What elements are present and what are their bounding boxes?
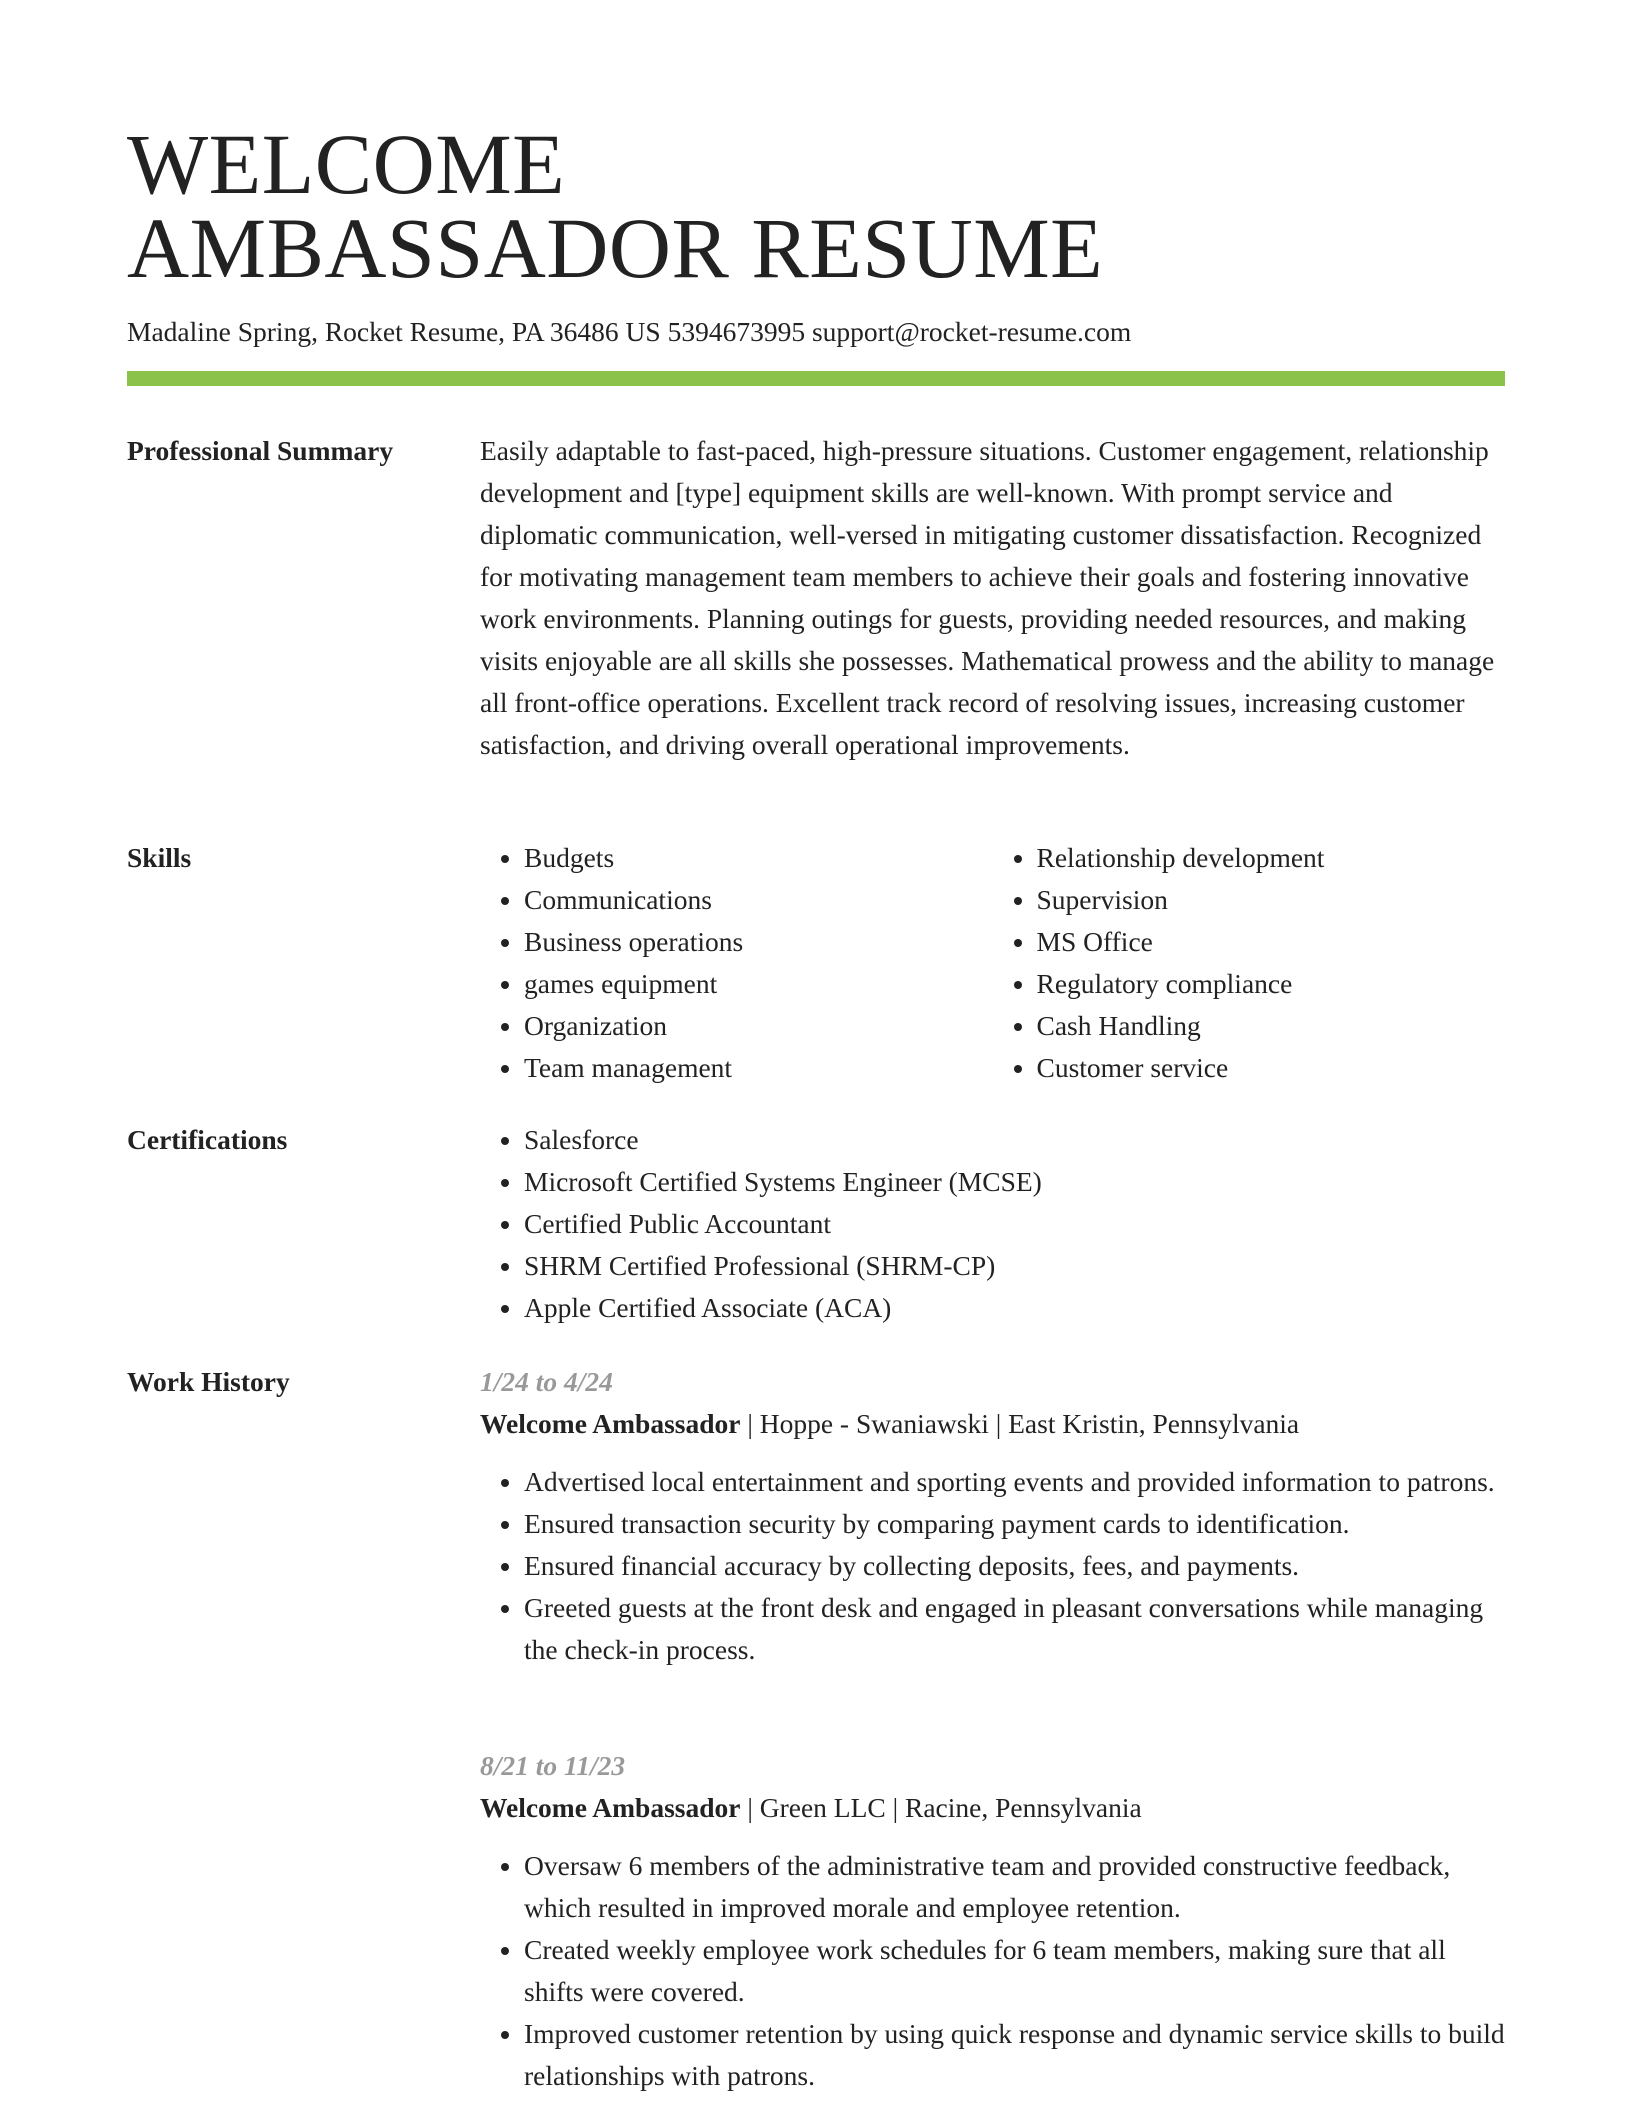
job-employer-location: | Hoppe - Swaniawski | East Kristin, Pennsylvania bbox=[740, 1408, 1300, 1439]
contact-line: Madaline Spring, Rocket Resume, PA 36486 US 5394673995 support@rocket-resume.com bbox=[127, 316, 1132, 347]
list-item: • Organization bbox=[524, 1005, 993, 1047]
list-item: • Customer service bbox=[1037, 1047, 1506, 1089]
list-item: • Improved customer retention by using quick response and dynamic service skills to build relationships with patrons. bbox=[524, 2013, 1505, 2097]
certifications-section bbox=[480, 1119, 1505, 1329]
accent-divider bbox=[127, 371, 1505, 386]
job-dates: 1/24 to 4/24 bbox=[480, 1366, 613, 1397]
list-item: • Certified Public Accountant bbox=[524, 1203, 1505, 1245]
list-item: • Communications bbox=[524, 879, 993, 921]
summary-heading: Professional Summary bbox=[127, 435, 394, 466]
list-item: • Budgets bbox=[524, 837, 993, 879]
job-entry bbox=[480, 1745, 1505, 2097]
list-item: • Team management bbox=[524, 1047, 993, 1089]
job-bullets bbox=[480, 1845, 1505, 2097]
list-item: • MS Office bbox=[1037, 921, 1506, 963]
job-title-line bbox=[480, 1403, 1505, 1445]
certifications-list bbox=[480, 1119, 1505, 1329]
list-item: • Supervision bbox=[1037, 879, 1506, 921]
resume-title bbox=[127, 116, 1104, 296]
certifications-heading: Certifications bbox=[127, 1124, 288, 1155]
list-item: • Ensured transaction security by comparing payment cards to identification. bbox=[524, 1503, 1505, 1545]
job-entry bbox=[480, 1361, 1505, 1671]
work-history-heading: Work History bbox=[127, 1366, 290, 1397]
list-item: • Advertised local entertainment and sporting events and provided information to patrons. bbox=[524, 1461, 1505, 1503]
list-item: • Microsoft Certified Systems Engineer (MCSE) bbox=[524, 1161, 1505, 1203]
job-role: Welcome Ambassador bbox=[480, 1792, 741, 1823]
list-item: • Regulatory compliance bbox=[1037, 963, 1506, 1005]
job-role: Welcome Ambassador bbox=[480, 1408, 741, 1439]
list-item: • Business operations bbox=[524, 921, 993, 963]
title-line-1: WELCOME bbox=[127, 116, 566, 212]
title-line-2: AMBASSADOR RESUME bbox=[127, 200, 1104, 296]
list-item: • Oversaw 6 members of the administrative team and provided constructive feedback, which resulted in improved morale and employee retention. bbox=[524, 1845, 1505, 1929]
job-title-line bbox=[480, 1787, 1505, 1829]
skills-list-right bbox=[993, 837, 1506, 1089]
skills-section bbox=[480, 837, 1505, 1089]
skills-heading: Skills bbox=[127, 842, 192, 873]
list-item: • Created weekly employee work schedules for 6 team members, making sure that all shifts were covered. bbox=[524, 1929, 1505, 2013]
job-employer-location: | Green LLC | Racine, Pennsylvania bbox=[740, 1792, 1142, 1823]
list-item: • Ensured financial accuracy by collecting deposits, fees, and payments. bbox=[524, 1545, 1505, 1587]
list-item: • Greeted guests at the front desk and engaged in pleasant conversations while managing the check-in process. bbox=[524, 1587, 1505, 1671]
job-bullets bbox=[480, 1461, 1505, 1671]
list-item: • Salesforce bbox=[524, 1119, 1505, 1161]
skills-list-left bbox=[480, 837, 993, 1089]
list-item: • Relationship development bbox=[1037, 837, 1506, 879]
list-item: • Apple Certified Associate (ACA) bbox=[524, 1287, 1505, 1329]
list-item: • games equipment bbox=[524, 963, 993, 1005]
job-dates: 8/21 to 11/23 bbox=[480, 1750, 626, 1781]
list-item: • SHRM Certified Professional (SHRM-CP) bbox=[524, 1245, 1505, 1287]
list-item: • Cash Handling bbox=[1037, 1005, 1506, 1047]
summary-text: Easily adaptable to fast-paced, high-pressure situations. Customer engagement, relationship development and [type] equipment skills are well-known. With prompt service and diplomatic communication, well-versed in mitigating customer dissatisfaction. Recognized for motivating management team members to achieve their goals and fostering innovative work environments. Planning outings for guests, providing needed resources, and making visits enjoyable are all skills she possesses. Mathematical prowess and the ability to manage all front-office operations. Excellent track record of resolving issues, increasing customer satisfaction, and driving overall operational improvements. bbox=[480, 435, 1495, 760]
summary-section bbox=[480, 430, 1505, 766]
